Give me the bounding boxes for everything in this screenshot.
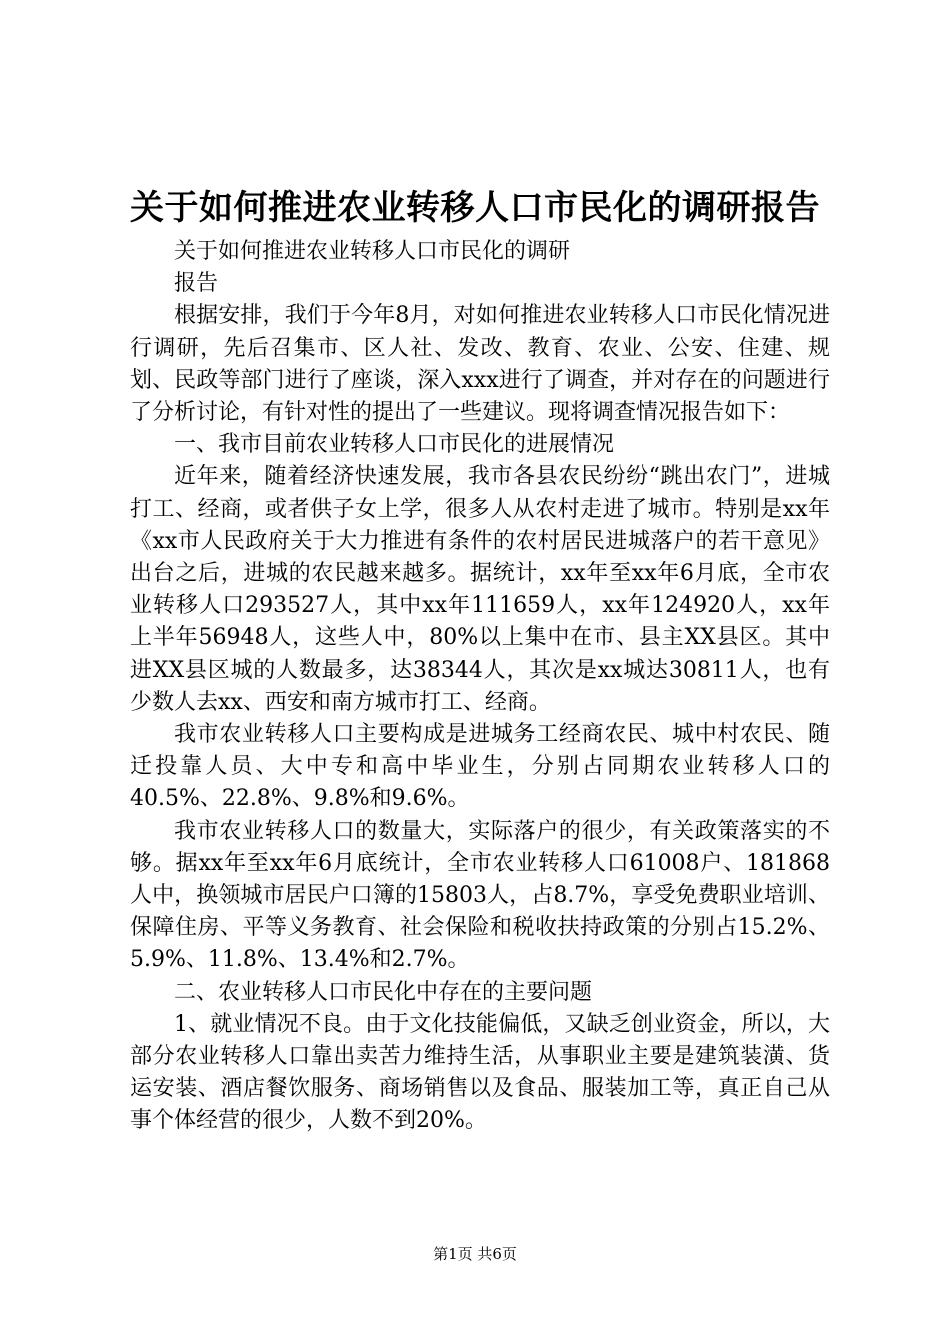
section-heading-progress: 一、我市目前农业转移人口市民化的进展情况 [174, 432, 615, 458]
document-title: 关于如何推进农业转移人口市民化的调研报告 [130, 188, 820, 228]
paragraph-policy-implementation: 我市农业转移人口的数量大，实际落户的很少，有关政策落实的不够。据xx年至xx年6月底统计，全市农业转移人口61008户、181868人中，换领城市居民户口簿的15803人，占8.7%，享受免费职业培训、保障住房、平等义务教育、社会保险和税收扶持政策的分别占15.2%、5.9%、11.8%、13.4%和2.7%。 [130, 818, 830, 973]
section-heading-problems: 二、农业转移人口市民化中存在的主要问题 [174, 979, 593, 1005]
paragraph-employment-problem: 1、就业情况不良。由于文化技能偏低，又缺乏创业资金，所以，大部分农业转移人口靠出卖苦力维持生活，从事职业主要是建筑装潢、货运安装、酒店餐饮服务、商场销售以及食品、服装加工等，真正自己从事个体经营的很少，人数不到20%。 [130, 1011, 830, 1134]
paragraph-population-composition: 我市农业转移人口主要构成是进城务工经商农民、城中村农民、随迁投靠人员、大中专和高中毕业生，分别占同期农业转移人口的40.5%、22.8%、9.8%和9.6%。 [130, 722, 830, 812]
page-number-footer: 第1页 共6页 [433, 1245, 517, 1263]
paragraph-subtitle-line-1: 关于如何推进农业转移人口市民化的调研 [174, 239, 571, 264]
document-body [130, 236, 830, 1138]
paragraph-subtitle-line-2: 报告 [174, 271, 219, 297]
paragraph-progress-overview: 近年来，随着经济快速发展，我市各县农民纷纷“跳出农门”，进城打工、经商，或者供子女上学，很多人从农村走进了城市。特别是xx年《xx市人民政府关于大力推进有条件的农村居民进城落户的若干意见》出台之后，进城的农民越来越多。据统计，xx年至xx年6月底，全市农业转移人口293527人，其中xx年111659人，xx年124920人，xx年上半年56948人，这些人中，80%以上集中在市、县主XX县区。其中进XX县区城的人数最多，达38344人，其次是xx城达30811人，也有少数人去xx、西安和南方城市打工、经商。 [130, 464, 830, 715]
paragraph-introduction: 根据安排，我们于今年8月，对如何推进农业转移人口市民化情况进行调研，先后召集市、区人社、发改、教育、农业、公安、住建、规划、民政等部门进行了座谈，深入xxx进行了调查，并对存在的问题进行了分析讨论，有针对性的提出了一些建议。现将调查情况报告如下： [130, 303, 830, 426]
